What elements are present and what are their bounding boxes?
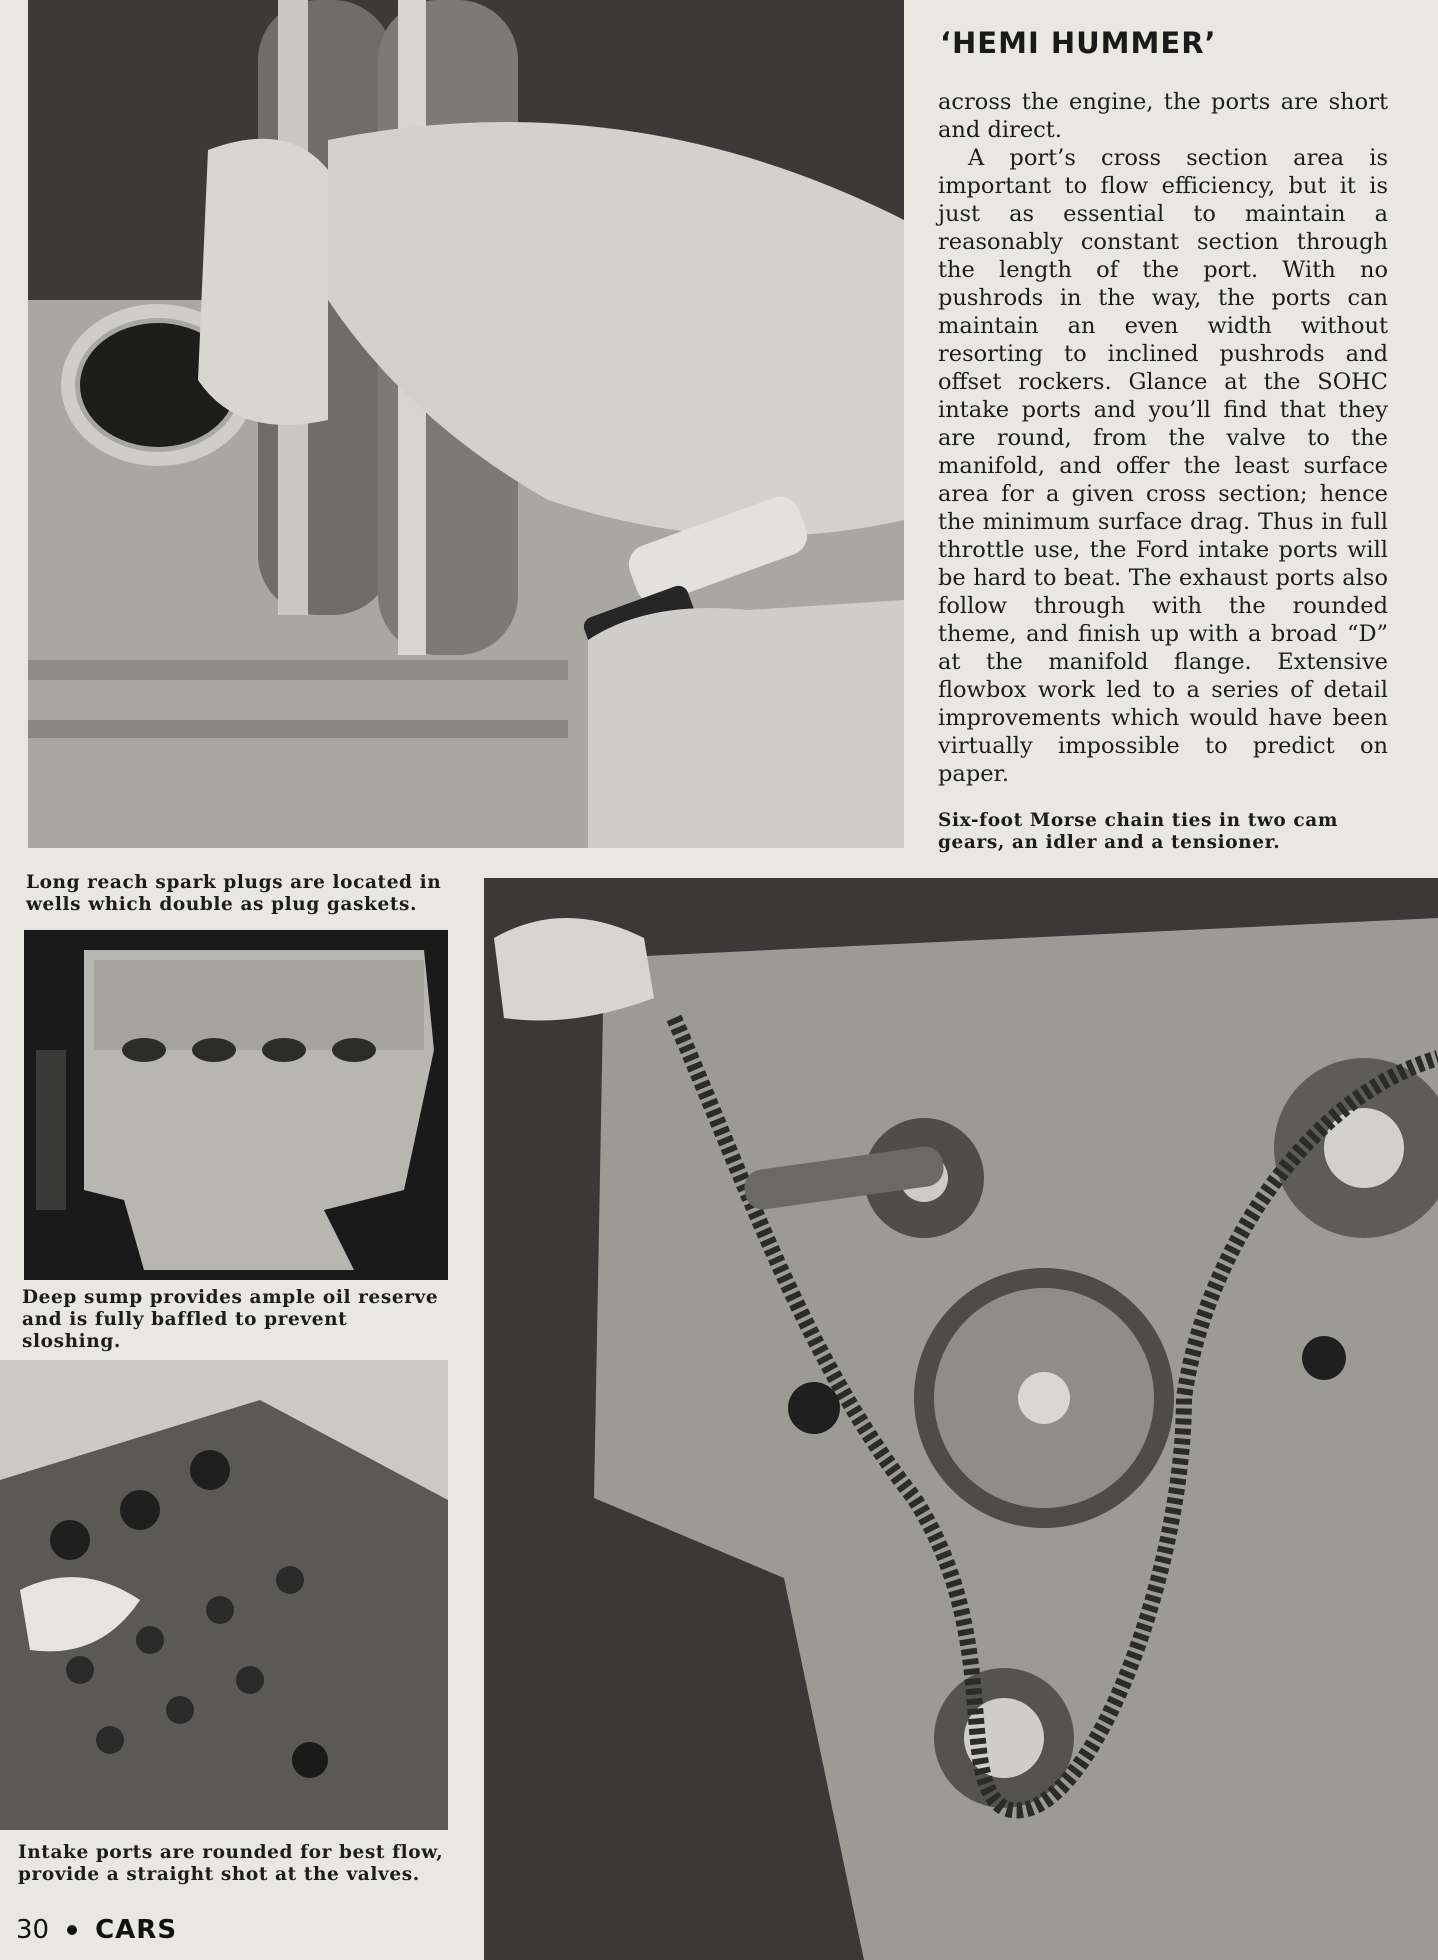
article-body — [938, 88, 1388, 788]
photo-deep-sump-engine-art — [24, 930, 448, 1280]
photo-timing-chain — [484, 878, 1438, 1960]
magazine-name: CARS — [95, 1915, 178, 1945]
photo-intake-ports-art — [0, 1360, 448, 1830]
photo-intake-ports — [0, 1360, 448, 1830]
caption-chain: Six-foot Morse chain ties in two cam gears, an idler and a tensioner. — [938, 810, 1339, 853]
photo-deep-sump-engine — [24, 930, 448, 1280]
article-paragraph: across the engine, the ports are short and direct. — [938, 89, 1388, 143]
article-paragraph: A port’s cross section area is important to flow efficiency, but it is just as essential to maintain a reasonably constant section through the length of the port. With no pushrods in the way, the ports can maintain an even width without resorting to inclined pushrods and offset rockers. Glance at the SOHC intake ports and you’ll find that they are round, from the valve to the manifold, and offer the least surface area for a given cross section; hence the minimum surface drag. Thus in full throttle use, the Ford intake ports will be hard to beat. The exhaust ports also follow through with the rounded theme, and finish up with a broad “D” at the manifold flange. Extensive flowbox work led to a series of detail improvements which would have been virtually impossible to predict on paper. — [938, 145, 1388, 787]
caption-spark-plugs: Long reach spark plugs are located in wells which double as plug gaskets. — [26, 872, 442, 915]
photo-spark-plug-wells — [28, 0, 904, 848]
caption-deep-sump: Deep sump provides ample oil reserve and is fully baffled to prevent sloshing. — [22, 1287, 439, 1352]
photo-timing-chain-art — [484, 878, 1438, 1960]
page-number: 30 — [16, 1915, 50, 1945]
photo-spark-plug-wells-art — [28, 0, 904, 848]
caption-intake-ports: Intake ports are rounded for best flow, provide a straight shot at the valves. — [18, 1842, 444, 1885]
section-title: ‘HEMI HUMMER’ — [940, 26, 1217, 60]
page-footer — [16, 1915, 177, 1945]
bullet-icon — [67, 1925, 77, 1935]
